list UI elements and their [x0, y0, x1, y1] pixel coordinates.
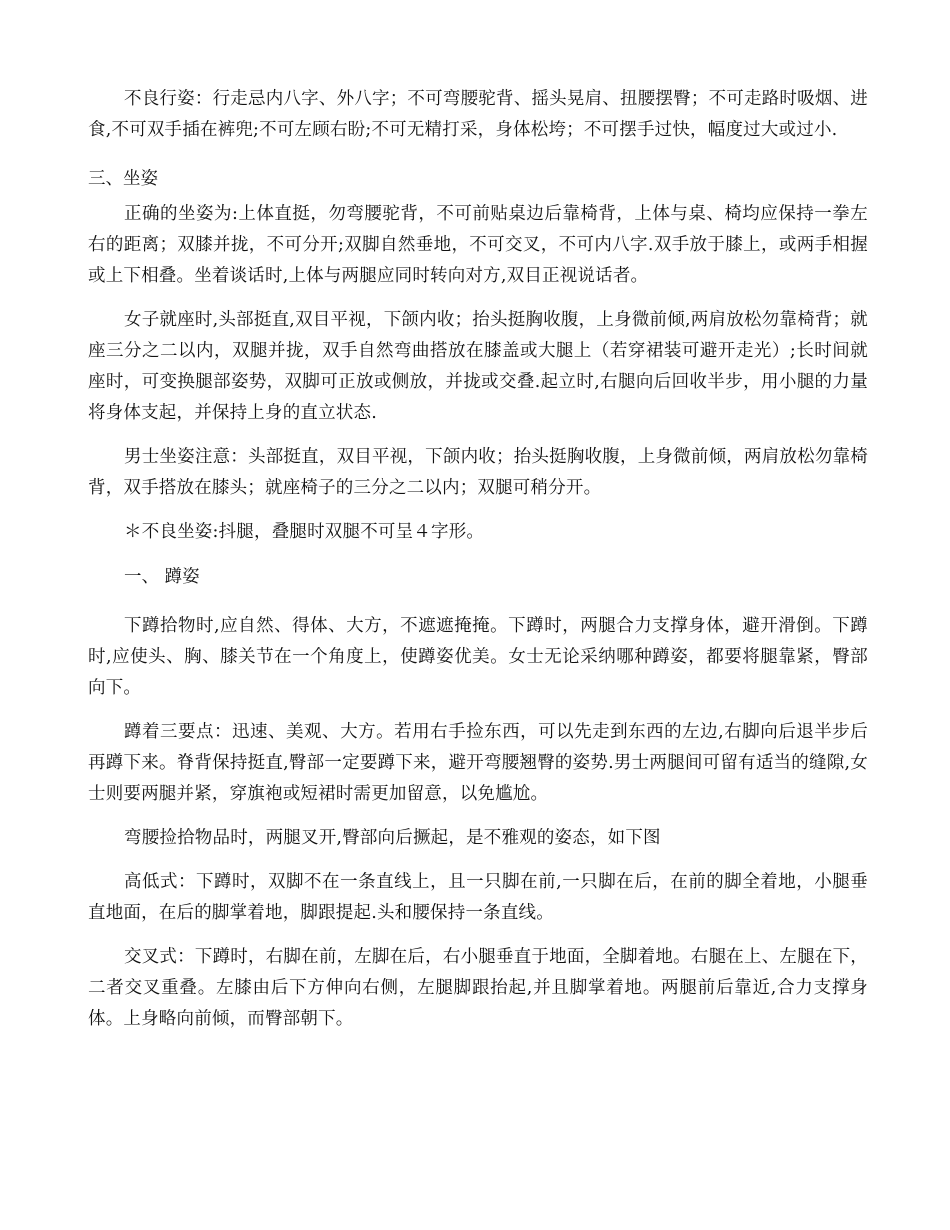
paragraph-cross-squat: 交叉式：下蹲时，右脚在前，左脚在后，右小腿垂直于地面，全脚着地。右腿在上、左腿在下，二者交叉重叠。左膝由后下方伸向右侧，左腿脚跟抬起,并且脚掌着地。两腿前后靠近,合力支撑身体。上身略向前倾，而臀部朝下。 — [88, 947, 868, 1029]
paragraph-correct-sitting: 正确的坐姿为:上体直挺，勿弯腰驼背，不可前贴桌边后靠椅背，上体与桌、椅均应保持一拳左右的距离；双膝并拢，不可分开;双脚自然垂地，不可交叉，不可内八字.双手放于膝上，或两手相握或上下相叠。坐着谈话时,上体与两腿应同时转向对方,双目正视说话者。 — [88, 204, 868, 286]
section-title-sitting: 三、坐姿 — [88, 169, 158, 189]
paragraph-bend-over: 弯腰捡拾物品时，两腿叉开,臀部向后撅起，是不雅观的姿态，如下图 — [124, 828, 661, 848]
paragraph-men-sitting: 男士坐姿注意：头部挺直，双目平视，下颌内收；抬头挺胸收腹，上身微前倾，两肩放松勿靠椅背，双手搭放在膝头；就座椅子的三分之二以内；双腿可稍分开。 — [88, 447, 868, 498]
paragraph-high-low-squat: 高低式：下蹲时，双脚不在一条直线上，且一只脚在前,一只脚在后，在前的脚全着地，小腿垂直地面，在后的脚掌着地，脚跟提起.头和腰保持一条直线。 — [88, 872, 868, 923]
section-title-squatting: 一、 蹲姿 — [124, 567, 200, 587]
paragraph-bad-sitting: ＊不良坐姿:抖腿，叠腿时双腿不可呈４字形。 — [124, 522, 485, 542]
paragraph-squat-intro: 下蹲拾物时,应自然、得体、大方，不遮遮掩掩。下蹲时，两腿合力支撑身体，避开滑倒。下蹲时,应使头、胸、膝关节在一个角度上，使蹲姿优美。女士无论采纳哪种蹲姿，都要将腿靠紧，臀部向下。 — [88, 616, 868, 698]
paragraph-bad-walking: 不良行姿：行走忌内八字、外八字；不可弯腰驼背、摇头晃肩、扭腰摆臀；不可走路时吸烟、进食,不可双手插在裤兜;不可左顾右盼;不可无精打采，身体松垮；不可摆手过快，幅度过大或过小. — [88, 89, 868, 140]
document-page — [88, 84, 868, 1048]
paragraph-women-sitting: 女子就座时,头部挺直,双目平视，下颌内收；抬头挺胸收腹，上身微前倾,两肩放松勿靠椅背；就座三分之二以内，双腿并拢，双手自然弯曲搭放在膝盖或大腿上（若穿裙装可避开走光）;长时间就座时，可变换腿部姿势，双脚可正放或侧放，并拢或交叠.起立时,右腿向后回收半步，用小腿的力量将身体支起，并保持上身的直立状态. — [88, 310, 868, 423]
paragraph-squat-points: 蹲着三要点：迅速、美观、大方。若用右手捡东西，可以先走到东西的左边,右脚向后退半步后再蹲下来。脊背保持挺直,臀部一定要蹲下来，避开弯腰翘臀的姿势.男士两腿间可留有适当的缝隙,女士则要两腿并紧，穿旗袍或短裙时需更加留意，以免尴尬。 — [88, 722, 868, 804]
